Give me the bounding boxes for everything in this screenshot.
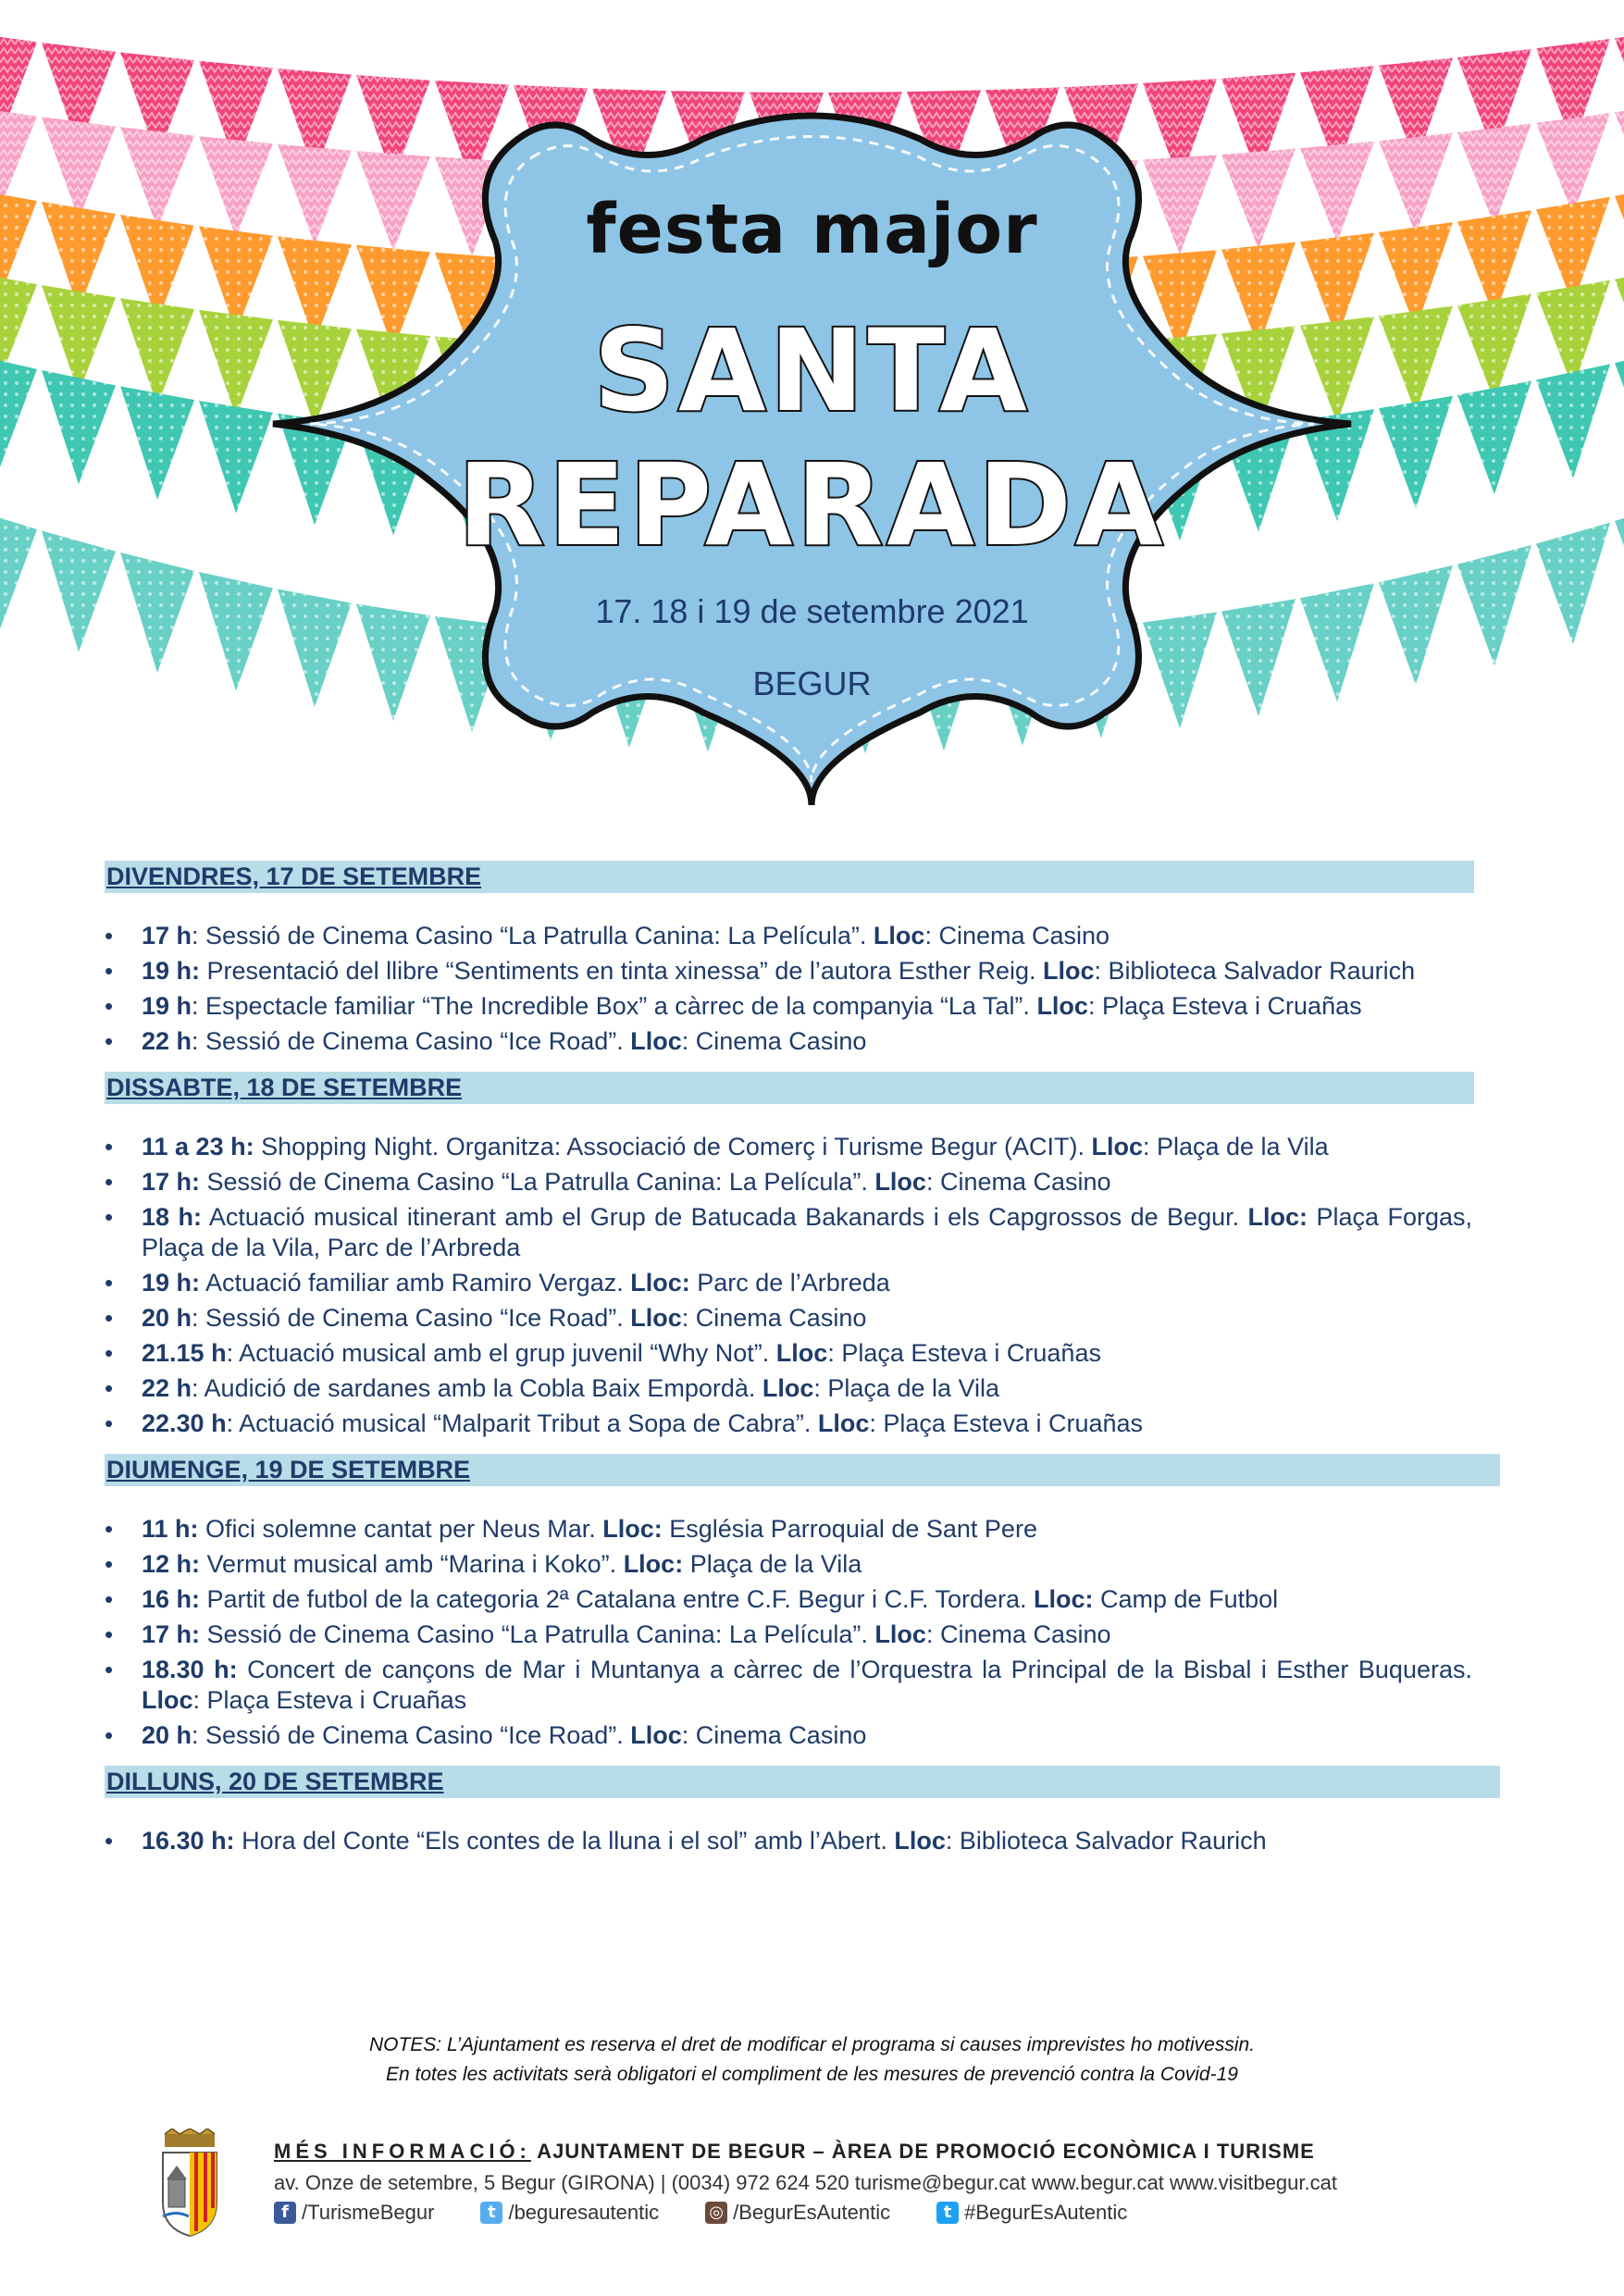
day-header: DIVENDRES, 17 DE SETEMBRE (105, 861, 1474, 893)
day-header: DISSABTE, 18 DE SETEMBRE (105, 1072, 1474, 1104)
event-item (105, 921, 1472, 951)
footer-address: av. Onze de setembre, 5 Begur (GIRONA) | (0034) 972 624 520 turisme@begur.cat www.begur.cat www.visitbegur.cat (274, 2171, 1337, 2194)
event-location: : Plaça Esteva i Cruañas (827, 1339, 1101, 1367)
event-time: 20 h (142, 1721, 192, 1749)
event-description: Sessió de Cinema Casino “La Patrulla Canina: La Película”. (200, 1168, 875, 1196)
social-hashtag-text: #BegurEsAutentic (964, 2201, 1128, 2224)
event-description: Sessió de Cinema Casino “La Patrulla Canina: La Película”. (200, 1620, 875, 1648)
event-description: : Sessió de Cinema Casino “Ice Road”. (192, 1304, 631, 1332)
bunting-flag-pattern (1615, 102, 1624, 205)
day-section (105, 861, 1485, 1057)
event-time: 22 h (142, 1027, 192, 1055)
event-location: : Plaça de la Vila (813, 1374, 1000, 1402)
event-location: Camp de Futbol (1093, 1585, 1279, 1613)
event-dates: 17. 18 i 19 de setembre 2021 (595, 592, 1029, 630)
event-time: 22 h (142, 1374, 192, 1402)
event-location-label: Lloc (775, 1339, 828, 1367)
event-item (105, 1826, 1437, 1856)
event-item (105, 1026, 1472, 1057)
event-location-label: Lloc (762, 1374, 814, 1402)
event-location-label: Lloc: (630, 1269, 690, 1297)
event-location-label: Lloc (630, 1721, 682, 1749)
event-item (105, 1167, 1472, 1198)
event-description: : Actuació musical amb el grup juvenil “Why Not”. (226, 1339, 776, 1367)
event-location: : Plaça Esteva i Cruañas (192, 1686, 467, 1714)
event-location: : Biblioteca Salvador Raurich (1094, 957, 1416, 985)
event-location: : Cinema Casino (681, 1027, 867, 1055)
social-hashtag[interactable] (936, 2201, 1127, 2225)
event-item (105, 1373, 1472, 1404)
event-list (105, 1514, 1485, 1751)
social-instagram-handle: /BegurEsAutentic (733, 2201, 891, 2224)
event-description: Ofici solemne cantat per Neus Mar. (198, 1515, 603, 1543)
event-location-label: Lloc (1036, 992, 1088, 1020)
event-location: : Plaça Esteva i Cruañas (1087, 992, 1362, 1020)
event-location-label: Lloc (817, 1409, 870, 1437)
event-location: Església Parroquial de Sant Pere (662, 1515, 1037, 1543)
event-location: Plaça Forgas, Plaça de la Vila, Parc de l’Arbreda (142, 1203, 1472, 1261)
event-location: : Plaça de la Vila (1142, 1133, 1329, 1160)
event-description: Actuació musical itinerant amb el Grup de Batucada Bakanards i els Capgrossos de Begur. (201, 1203, 1248, 1231)
event-item (105, 1409, 1472, 1439)
event-time: 17 h: (142, 1168, 201, 1196)
event-item (105, 1132, 1472, 1162)
festa-label: festa major (586, 190, 1038, 269)
event-item (105, 1202, 1472, 1263)
event-time: 19 h: (142, 1269, 201, 1297)
event-location-label: Lloc (1091, 1133, 1143, 1160)
event-description: Vermut musical amb “Marina i Koko”. (200, 1550, 624, 1578)
event-location: : Cinema Casino (681, 1304, 867, 1332)
event-item (105, 1514, 1472, 1545)
event-time: 16 h: (142, 1585, 201, 1613)
more-info-label: MÉS INFORMACIÓ: (274, 2140, 531, 2163)
event-location-label: Lloc (1043, 957, 1095, 985)
event-location-label: Lloc (142, 1686, 193, 1714)
event-item (105, 1268, 1472, 1298)
event-item (105, 1655, 1472, 1716)
event-item (105, 1720, 1472, 1751)
footer-title (274, 2140, 1551, 2164)
event-description: Partit de futbol de la categoria 2ª Catalana entre C.F. Begur i C.F. Tordera. (200, 1585, 1035, 1613)
event-time: 11 h: (142, 1515, 199, 1543)
event-description: Concert de cançons de Mar i Muntanya a càrrec de l’Orquestra la Principal de la Bisbal i Esther Buqueras. (237, 1656, 1472, 1683)
social-twitter[interactable] (480, 2201, 659, 2225)
event-location: : Cinema Casino (925, 1168, 1111, 1196)
day-section (105, 1766, 1485, 1856)
facebook-icon: f (274, 2202, 296, 2224)
event-location-label: Lloc: (602, 1515, 663, 1543)
event-description: Shopping Night. Organitza: Associació de Comerç i Turisme Begur (ACIT). (254, 1133, 1092, 1160)
event-time: 20 h (142, 1304, 192, 1332)
event-item (105, 1584, 1472, 1615)
town-name: BEGUR (752, 664, 872, 702)
instagram-icon: ◎ (705, 2202, 727, 2224)
event-description: : Actuació musical “Malparit Tribut a Sopa de Cabra”. (226, 1409, 818, 1437)
event-description: : Sessió de Cinema Casino “La Patrulla Canina: La Película”. (192, 922, 874, 949)
event-location-label: Lloc (894, 1827, 946, 1855)
event-location-label: Lloc: (1247, 1203, 1308, 1231)
day-header: DIUMENGE, 19 DE SETEMBRE (105, 1454, 1500, 1486)
event-location: : Plaça Esteva i Cruañas (869, 1409, 1144, 1437)
day-header: DILLUNS, 20 DE SETEMBRE (105, 1766, 1500, 1798)
event-time: 17 h (142, 922, 192, 949)
event-description: Hora del Conte “Els contes de la lluna i el sol” amb l’Abert. (234, 1827, 895, 1855)
event-description: : Sessió de Cinema Casino “Ice Road”. (192, 1721, 631, 1749)
event-location-label: Lloc (630, 1027, 682, 1055)
event-location-label: Lloc: (1034, 1585, 1094, 1613)
event-time: 17 h: (142, 1620, 201, 1648)
event-location: : Cinema Casino (925, 1620, 1111, 1648)
social-instagram[interactable] (705, 2201, 890, 2225)
event-description: : Audició de sardanes amb la Cobla Baix Empordà. (192, 1374, 762, 1402)
notes (0, 2030, 1624, 2090)
program-schedule (105, 861, 1485, 1871)
title-reparada: REPARADA (457, 440, 1167, 571)
title-santa: SANTA (593, 305, 1031, 437)
event-time: 19 h (142, 992, 192, 1020)
day-section (105, 1072, 1485, 1439)
event-time: 19 h: (142, 957, 201, 985)
event-time: 12 h: (142, 1550, 201, 1578)
event-location: : Biblioteca Salvador Raurich (945, 1827, 1267, 1855)
event-item (105, 1620, 1472, 1650)
event-item (105, 956, 1472, 987)
hero-banner (0, 0, 1624, 833)
event-description: : Sessió de Cinema Casino “Ice Road”. (192, 1027, 631, 1055)
event-location: : Cinema Casino (924, 922, 1110, 949)
event-location: : Cinema Casino (681, 1721, 867, 1749)
event-time: 16.30 h: (142, 1827, 235, 1855)
event-location: Plaça de la Vila (683, 1550, 862, 1578)
event-list (105, 1826, 1485, 1856)
event-item (105, 1549, 1472, 1580)
social-links (274, 2201, 1551, 2225)
event-list (105, 1132, 1485, 1439)
twitter-icon: t (936, 2202, 959, 2224)
event-description: : Espectacle familiar “The Incredible Box” a càrrec de la companyia “La Tal”. (192, 992, 1037, 1020)
day-section (105, 1454, 1485, 1751)
footer-org: AJUNTAMENT DE BEGUR – ÀREA DE PROMOCIÓ ECONÒMICA I TURISME (530, 2140, 1315, 2163)
twitter-icon: t (480, 2202, 502, 2224)
event-description: Actuació familiar amb Ramiro Vergaz. (200, 1269, 631, 1297)
notes-line-2: En totes les activitats serà obligatori el compliment de les mesures de prevenció contra la Covid-19 (386, 2064, 1238, 2085)
event-item (105, 1338, 1472, 1369)
event-location-label: Lloc (874, 1168, 926, 1196)
event-item (105, 1303, 1472, 1334)
event-item (105, 991, 1472, 1022)
event-time: 22.30 h (142, 1409, 227, 1437)
event-location-label: Lloc (630, 1304, 682, 1332)
event-time: 11 a 23 h: (142, 1133, 254, 1160)
event-location-label: Lloc: (623, 1550, 684, 1578)
event-time: 18.30 h: (142, 1656, 238, 1683)
event-location-label: Lloc (873, 922, 925, 949)
notes-line-1: NOTES: L’Ajuntament es reserva el dret de modificar el programa si causes imprevistes ho motivessin. (368, 2034, 1256, 2055)
event-location: Parc de l’Arbreda (689, 1269, 890, 1297)
social-twitter-handle: /beguresautentic (508, 2201, 660, 2224)
event-location-label: Lloc (874, 1620, 926, 1648)
event-time: 21.15 h (142, 1339, 227, 1367)
social-facebook-handle: /TurismeBegur (302, 2201, 435, 2224)
begur-crest-icon (157, 2128, 222, 2240)
event-list (105, 921, 1485, 1057)
footer (157, 2128, 1545, 2258)
social-facebook[interactable] (274, 2201, 434, 2225)
event-description: Presentació del llibre “Sentiments en tinta xinessa” de l’autora Esther Reig. (200, 957, 1043, 985)
event-time: 18 h: (142, 1203, 202, 1231)
